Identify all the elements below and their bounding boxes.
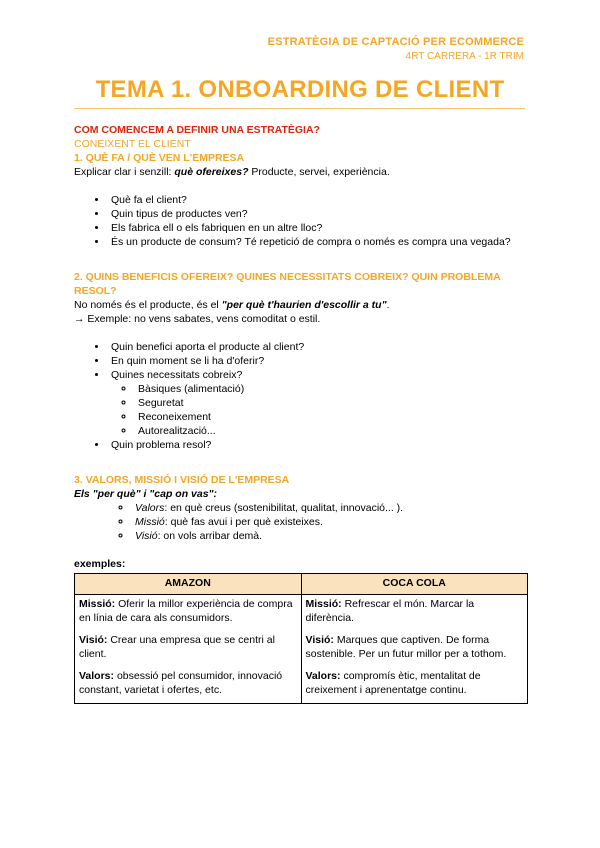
- section3-heading: 3. VALORS, MISSIÓ I VISIÓ DE L'EMPRESA: [74, 474, 290, 486]
- column-header-coca-cola: COCA COLA: [301, 574, 528, 595]
- course-subtitle: 4RT CARRERA - 1R TRIM: [405, 51, 524, 62]
- table-cell: Missió: Refrescar el món. Marcar la diferència.: [301, 595, 528, 632]
- document-body: [74, 123, 526, 704]
- list-item: • En quin moment se li ha d'oferir?: [108, 354, 526, 368]
- section2-heading: 2. QUINS BENEFICIS OFEREIX? QUINES NECESSITATS COBREIX? QUIN PROBLEMA RESOL?: [74, 271, 501, 297]
- list-item: • Quin benefici aporta el producte al client?: [108, 340, 526, 354]
- list-item: • Quin problema resol?: [108, 438, 526, 452]
- column-header-amazon: AMAZON: [75, 574, 302, 595]
- table-cell: Visió: Crear una empresa que se centri al client.: [75, 631, 302, 667]
- table-row: [75, 667, 528, 704]
- list-item: ◦ Autorealització...: [135, 424, 526, 438]
- table-header-row: [75, 574, 528, 595]
- section1-text: Explicar clar i senzill: què ofereixes? Producte, servei, experiència.: [74, 166, 390, 178]
- intro-subheading: CONEIXENT EL CLIENT: [74, 138, 191, 150]
- table-row: [75, 631, 528, 667]
- list-item: • Quin tipus de productes ven?: [108, 207, 526, 221]
- list-item: ◦ Seguretat: [135, 396, 526, 410]
- table-cell: Visió: Marques que captiven. De forma sostenible. Per un futur millor per a tothom.: [301, 631, 528, 667]
- section2-line2: → Exemple: no vens sabates, vens comoditat o estil.: [74, 313, 321, 325]
- list-item: ◦ Reconeixement: [135, 410, 526, 424]
- list-item: • Els fabrica ell o els fabriquen en un altre lloc?: [108, 221, 526, 235]
- course-header: ESTRATÈGIA DE CAPTACIÓ PER ECOMMERCE: [267, 36, 524, 48]
- list-item: ◦ Missió: què fas avui i per què existeixes.: [132, 515, 526, 529]
- section2-emphasis: "per què t'haurien d'escollir a tu": [221, 299, 387, 311]
- table-cell: Valors: obsessió pel consumidor, innovació constant, varietat i ofertes, etc.: [75, 667, 302, 704]
- list-item: • És un producte de consum? Té repetició de compra o només es compra una vegada?: [108, 235, 526, 249]
- table-cell: Valors: compromís ètic, mentalitat de creixement i aprenentatge continu.: [301, 667, 528, 704]
- section1-emphasis: què ofereixes?: [174, 166, 249, 178]
- table-row: [75, 595, 528, 632]
- needs-sublist: [111, 382, 526, 438]
- section2-line1: No només és el producte, és el "per què t'haurien d'escollir a tu".: [74, 299, 390, 311]
- section3-intro: Els "per què" i "cap on vas":: [74, 488, 218, 500]
- list-item: • Què fa el client?: [108, 193, 526, 207]
- list-item: • Quines necessitats cobreix? ◦ Bàsiques (alimentació) ◦ Seguretat ◦ Reconeixement ◦ Autorealització...: [108, 368, 526, 438]
- intro-heading: COM COMENCEM A DEFINIR UNA ESTRATÈGIA?: [74, 124, 320, 136]
- list-item: ◦ Visió: on vols arribar demà.: [132, 529, 526, 543]
- page-title: TEMA 1. ONBOARDING DE CLIENT: [95, 76, 505, 103]
- section2-bullet-list: [74, 340, 526, 452]
- table-cell: Missió: Oferir la millor experiència de compra en línia de cara als consumidors.: [75, 595, 302, 632]
- section1-bullet-list: [74, 193, 526, 249]
- list-item: ◦ Valors: en què creus (sostenibilitat, qualitat, innovació... ).: [132, 501, 526, 515]
- title-divider: [74, 108, 525, 109]
- list-item: ◦ Bàsiques (alimentació): [135, 382, 526, 396]
- section3-list: [74, 501, 526, 543]
- examples-table: [74, 573, 528, 704]
- section1-heading: 1. QUÈ FA / QUÈ VEN L'EMPRESA: [74, 152, 245, 164]
- examples-label: exemples:: [74, 558, 126, 570]
